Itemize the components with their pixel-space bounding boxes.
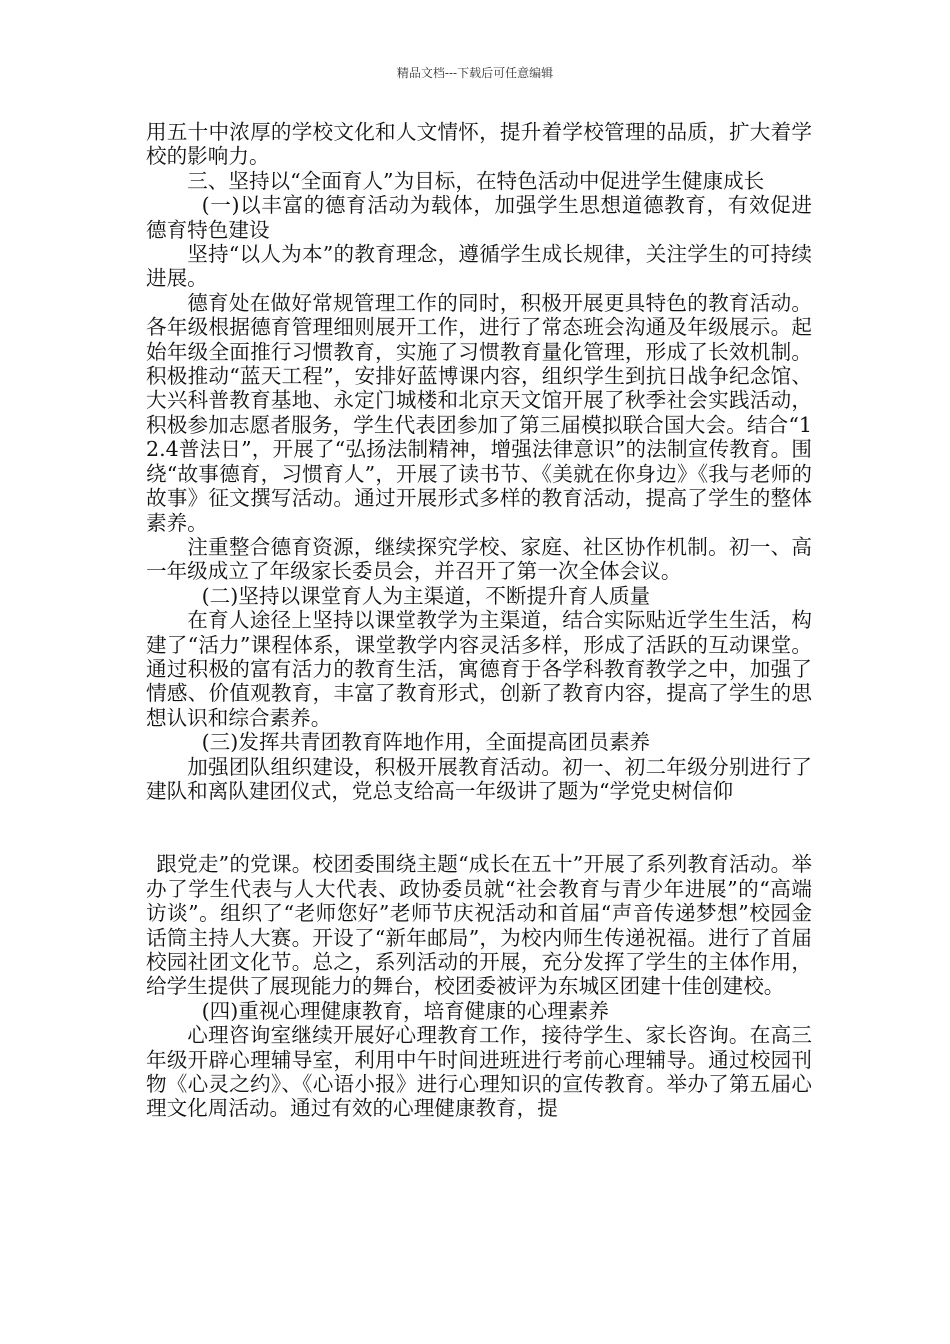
paragraph: 心理咨询室继续开展好心理教育工作，接待学生、家长咨询。在高三年级开辟心理辅导室，利用中午时间进班进行考前心理辅导。通过校园刊物《心灵之约》、《心语小报》进行心理知识的宣传教育。举办了第五届心理文化周活动。通过有效的心理健康教育，提 xyxy=(146,1023,812,1121)
paragraph: 注重整合德育资源，继续探究学校、家庭、社区协作机制。初一、高一年级成立了年级家长委员会，并召开了第一次全体会议。 xyxy=(146,534,812,584)
document-body xyxy=(146,120,812,1121)
paragraph: 坚持“以人为本”的教育理念，遵循学生成长规律，关注学生的可持续进展。 xyxy=(146,242,812,291)
subsection-heading: (四)重视心理健康教育，培育健康的心理素养 xyxy=(201,998,609,1023)
paragraph: 用五十中浓厚的学校文化和人文情怀，提升着学校管理的品质，扩大着学校的影响力。 xyxy=(146,120,812,169)
paragraph: 德育处在做好常规管理工作的同时，积极开展更具特色的教育活动。各年级根据德育管理细则展开工作，进行了常态班会沟通及年级展示。起始年级全面推行习惯教育，实施了习惯教育量化管理，形成了长效机制。积极推动“蓝天工程”，安排好蓝博课内容，组织学生到抗日战争纪念馆、大兴科普教育基地、永定门城楼和北京天文馆开展了秋季社会实践活动，积极参加志愿者服务，学生代表团参加了第三届模拟联合国大会。结合“12.4普法日”，开展了“弘扬法制精神，增强法律意识”的法制宣传教育。围绕“故事德育，习惯育人”，开展了读书节、《美就在你身边》《我与老师的故事》征文撰写活动。通过开展形式多样的教育活动，提高了学生的整体素养。 xyxy=(146,290,812,535)
paragraph: 在育人途径上坚持以课堂教学为主渠道，结合实际贴近学生生活，构建了“活力”课程体系，课堂教学内容灵活多样，形成了活跃的互动课堂。通过积极的富有活力的教育生活，寓德育于各学科教育教学之中，加强了情感、价值观教育，丰富了教育形式，创新了教育内容，提高了学生的思想认识和综合素养。 xyxy=(146,608,812,730)
subsection-heading: (一)以丰富的德育活动为载体，加强学生思想道德教育，有效促进德育特色建设 xyxy=(146,193,812,242)
blank-line xyxy=(146,803,812,852)
subsection-heading: (二)坚持以课堂育人为主渠道，不断提升育人质量 xyxy=(201,583,651,608)
paragraph: 加强团队组织建设，积极开展教育活动。初一、初二年级分别进行了建队和离队建团仪式，党总支给高一年级讲了题为“学党史树信仰 xyxy=(146,754,812,803)
subsection-heading: (三)发挥共青团教育阵地作用，全面提高团员素养 xyxy=(201,730,651,755)
section-heading: 三、坚持以“全面育人”为目标，在特色活动中促进学生健康成长 xyxy=(187,168,765,193)
page-header: 精品文档---下载后可任意编辑 xyxy=(396,66,554,80)
paragraph-continuation: 跟党走”的党课。校团委围绕主题“成长在五十”开展了系列教育活动。举办了学生代表与人大代表、政协委员就“社会教育与青少年进展”的“高端访谈”。组织了“老师您好”老师节庆祝活动和首届“声音传递梦想”校园金话筒主持人大赛。开设了“新年邮局”，为校内师生传递祝福。进行了首届校园社团文化节。总之，系列活动的开展，充分发挥了学生的主体作用，给学生提供了展现能力的舞台，校团委被评为东城区团建十佳创建校。 xyxy=(146,852,812,999)
